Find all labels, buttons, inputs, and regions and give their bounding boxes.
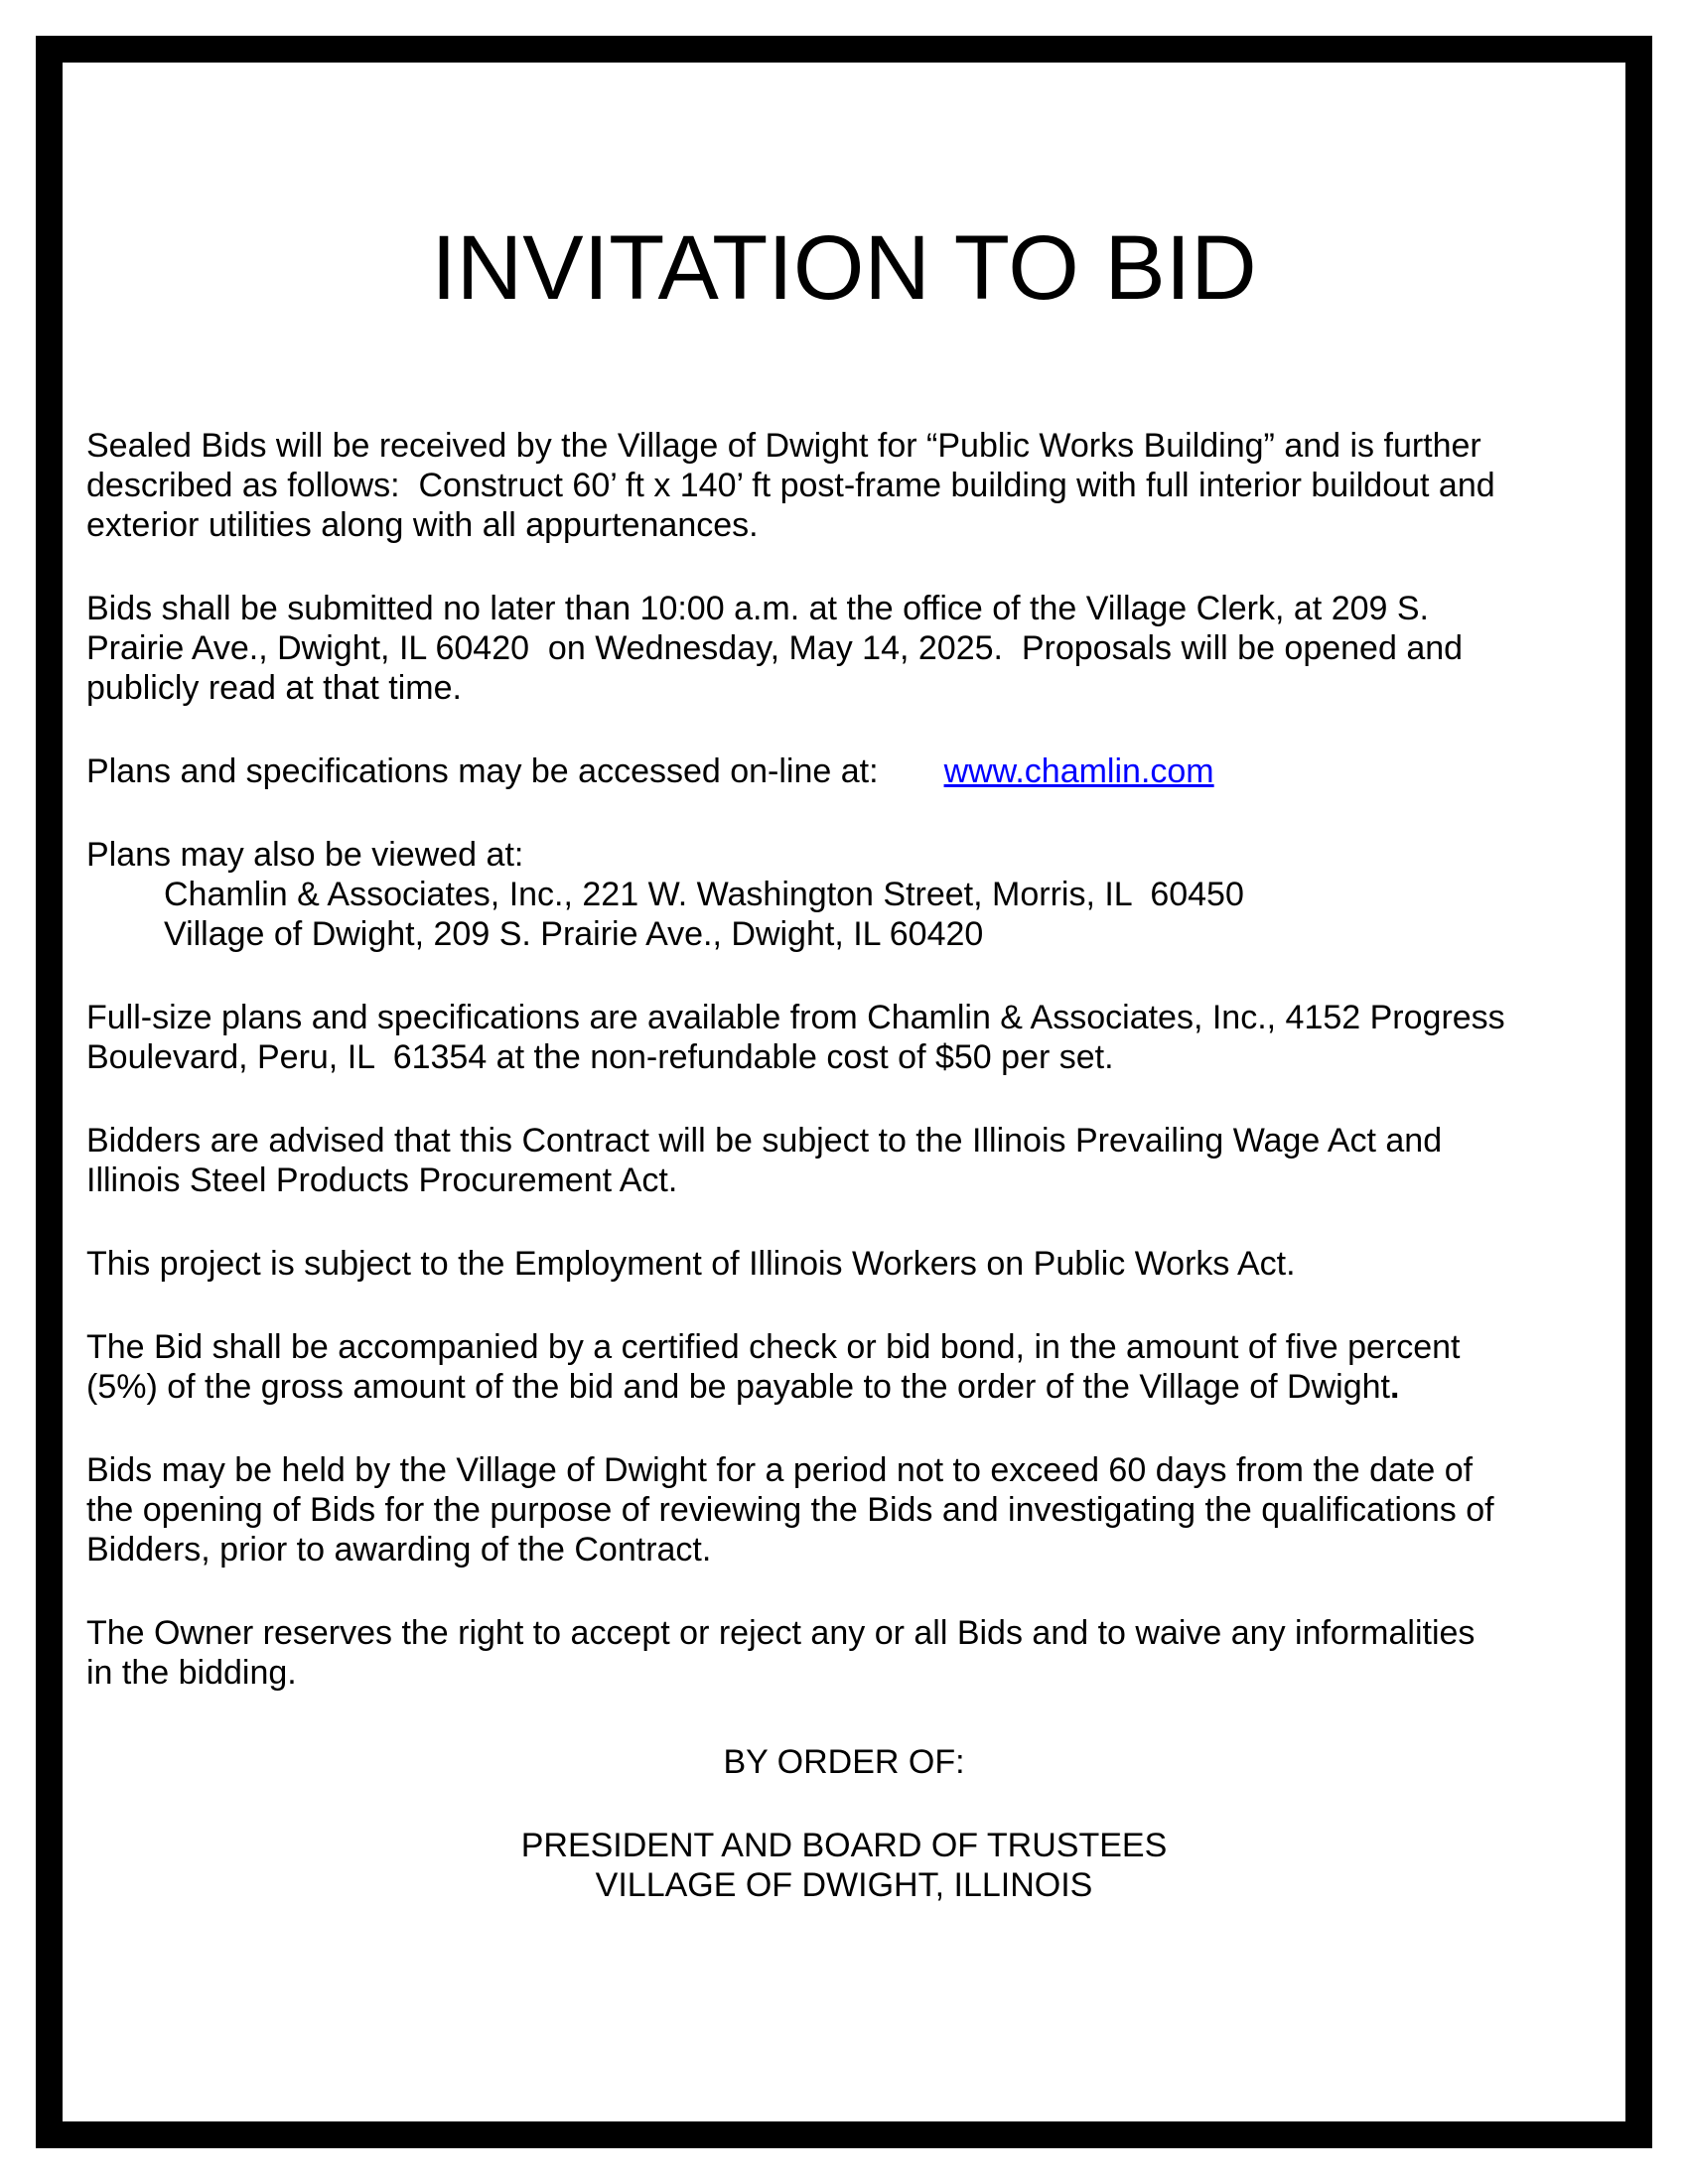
paragraph-sealed-bids: [86, 426, 1602, 545]
text-line: Prairie Ave., Dwight, IL 60420 on Wednesday, May 14, 2025. Proposals will be opened and: [86, 629, 1464, 667]
paragraph-illinois-workers: [86, 1244, 1602, 1284]
paragraph-owner-rights: [86, 1613, 1602, 1693]
text-line: Bidders are advised that this Contract will be subject to the Illinois Prevailing Wage Act and: [86, 1122, 1443, 1160]
text-line: in the bidding.: [86, 1654, 297, 1692]
paragraph-fullsize-plans: [86, 998, 1602, 1077]
text-line: Illinois Steel Products Procurement Act.: [86, 1161, 678, 1199]
text-line: Boulevard, Peru, IL 61354 at the non-refundable cost of $50 per set.: [86, 1038, 1114, 1076]
bold-period: .: [1389, 1368, 1400, 1406]
online-access-text: Plans and specifications may be accessed on-line at:: [86, 752, 879, 790]
paragraph-bids-held: [86, 1450, 1602, 1570]
paragraph-plans-viewed: [86, 835, 1602, 954]
online-access-line: [86, 751, 1602, 791]
text-line: VILLAGE OF DWIGHT, ILLINOIS: [595, 1866, 1093, 1904]
text-line: PRESIDENT AND BOARD OF TRUSTEES: [520, 1827, 1168, 1864]
bid-bond-line-1: The Bid shall be accompanied by a certified check or bid bond, in the amount of five percent: [86, 1328, 1461, 1366]
bid-bond-line-2-text: (5%) of the gross amount of the bid and be payable to the order of the Village of Dwight: [86, 1368, 1390, 1406]
plans-viewed-intro: Plans may also be viewed at:: [86, 836, 524, 874]
plans-viewed-location-chamlin: Chamlin & Associates, Inc., 221 W. Washington Street, Morris, IL 60450: [164, 876, 1244, 913]
text-line: Bidders, prior to awarding of the Contract.: [86, 1531, 712, 1569]
paragraph-online-access: [86, 751, 1602, 791]
text-line: publicly read at that time.: [86, 669, 462, 707]
text-line: Bids shall be submitted no later than 10:00 a.m. at the office of the Village Clerk, at 209 S.: [86, 590, 1429, 627]
text-line: described as follows: Construct 60’ ft x 140’ ft post-frame building with full interior buildout and: [86, 467, 1495, 504]
paragraph-bid-submission: [86, 589, 1602, 708]
by-order-heading: BY ORDER OF:: [723, 1743, 965, 1781]
page-title: INVITATION TO BID: [431, 217, 1257, 319]
plans-viewed-location-village: Village of Dwight, 209 S. Prairie Ave., Dwight, IL 60420: [164, 915, 984, 953]
text-line: Sealed Bids will be received by the Village of Dwight for “Public Works Building” and is further: [86, 427, 1481, 465]
bid-bond-line-2: [86, 1367, 1602, 1407]
page-border-frame: [36, 36, 1652, 2148]
text-line: the opening of Bids for the purpose of reviewing the Bids and investigating the qualifications of: [86, 1491, 1494, 1529]
signature-block: [86, 1826, 1602, 1905]
paragraph-bid-bond: [86, 1327, 1602, 1407]
text-line: This project is subject to the Employment of Illinois Workers on Public Works Act.: [86, 1245, 1296, 1283]
chamlin-website-link[interactable]: www.chamlin.com: [943, 752, 1214, 790]
text-line: The Owner reserves the right to accept or reject any or all Bids and to waive any informalities: [86, 1614, 1476, 1652]
paragraph-prevailing-wage: [86, 1121, 1602, 1200]
text-line: Bids may be held by the Village of Dwight for a period not to exceed 60 days from the date of: [86, 1451, 1474, 1489]
text-line: Full-size plans and specifications are available from Chamlin & Associates, Inc., 4152 Progress: [86, 999, 1505, 1036]
text-line: exterior utilities along with all appurtenances.: [86, 506, 759, 544]
